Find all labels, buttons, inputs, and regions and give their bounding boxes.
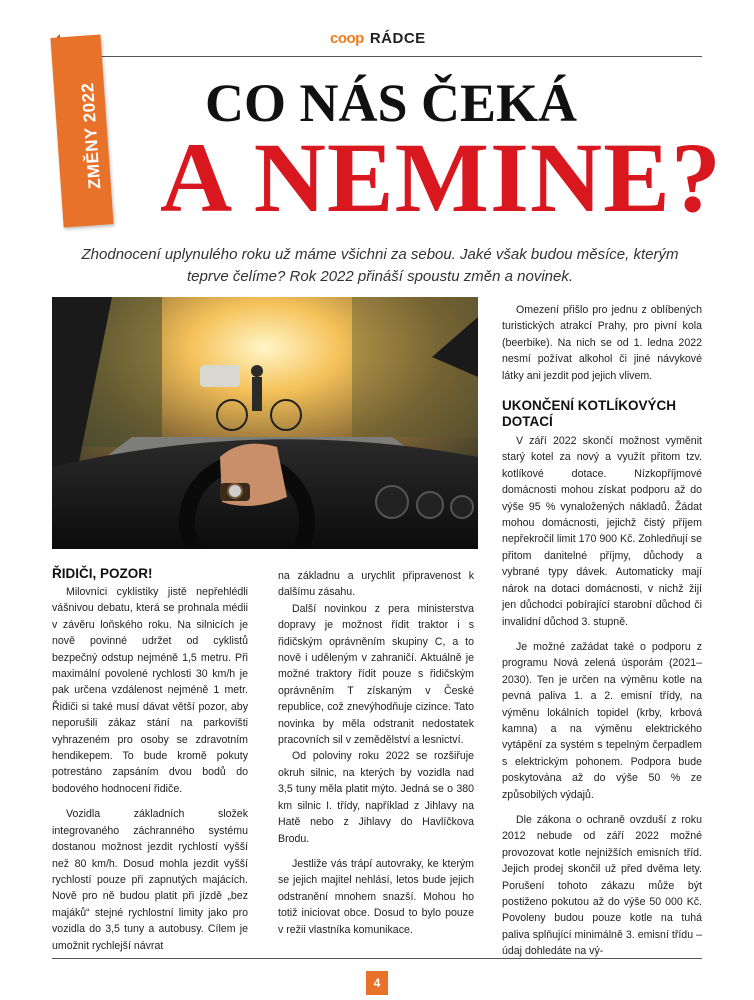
paragraph: Další novinkou z pera ministerstva dopravy je možnost řídit traktor i s řidičským oprávněním skupiny C, a to nově i uděleným v zahraničí. Aktuálně je možné traktory řídit pouze s řidičským oprávněním T získaným v České republice, což znevýhodňuje cizince. Tato novinka by měla odstranit nedostatek pracovních sil v zemědělství a lesnictví.	[278, 602, 474, 747]
section-heading-boilers: UKONČENÍ KOTLÍKOVÝCH DOTACÍ	[502, 398, 677, 430]
paragraph: V září 2022 skončí možnost vyměnit starý kotel za nový a využít přitom tzv. kotlíkové dotace. Nízkopříjmové domácnosti mohou získat podporu až do výše 95 % vynaložených nákladů. Žádat mohou domácnosti, jejichž čistý příjem nepřekročil limit 170 900 Kč. Zohledňují se přitom danitelné příjmy, důchody a vybrané typy dávek. Automaticky mají nárok na dotaci domácnosti, v nichž žijí jen důchodci pobírající starobní důchod či invalidní důchod 3. stupně.	[502, 435, 702, 628]
brand-name: RÁDCE	[369, 30, 426, 47]
ribbon-label: ZMĚNY 2022	[77, 81, 105, 190]
paragraph: Od poloviny roku 2022 se rozšiřuje okruh silnic, na kterých by vozidla nad 3,5 tuny měla platit mýto. Jedná se o 380 km silnic I. třídy, například z Jihlavy na Hatě nebo z Jihlavy do Havlíčkova Brodu.	[278, 750, 474, 845]
header-divider	[52, 56, 702, 57]
paragraph: Omezení přišlo pro jednu z oblíbených turistických atrakcí Prahy, pro pivní kola (beerbike). Na nich se od 1. ledna 2022 nesmí požívat alkohol či jiné návykové látky ani jezdit pod jejich vlivem.	[502, 304, 702, 382]
header-brand	[330, 30, 426, 47]
headline-line-2: A NEMINE?	[160, 122, 722, 233]
page-number: 4	[366, 971, 388, 995]
column-1	[52, 566, 248, 954]
column-3	[502, 302, 702, 960]
paragraph: Je možné zažádat také o podporu z programu Nová zelená úsporám (2021–2030). Ten je určen na výměnu kotle na pevná paliva 1. a 2. emisní třídy, na výměnu lokálních topidel (krby, krbová kamna) a na výměnu elektrického vytápění za systém s tepelným čerpadlem s elektrickým pohonem. Podpora bude poskytována až do výše 50 % ze způsobilých výdajů.	[502, 640, 702, 801]
paragraph: Vozidla základních složek integrovaného záchranného systému dostanou možnost jezdit rychlostí vyšší než 80 km/h. Dosud mohla jezdit vyšší rychlostí pouze při zapnutých majácích. Nově pro ně budou platit při jízdě „bez majáků“ stejné rychlostní limity jako pro vozidla do 3,5 tuny a autobusy. Cílem je umožnit rychlejší návrat	[52, 808, 248, 952]
paragraph: Milovníci cyklistiky jistě nepřehlédli vášnivou debatu, která se prohnala médii v závěru loňského roku. Na silnicích je nově povinné udržet od cyklistů bezpečný odstup nejméně 1,5 metru. Při maximální povolené rychlosti 30 km/h je pak určena vzdálenost nejméně 1 metr. Řidiči si také musí dávat větší pozor, aby neporušili zákaz stání na parkovišti vyhrazeném pro osoby se zdravotním hendikepem. To bude kromě pokuty potrestáno zapsáním dvou bodů do bodového hodnocení řidiče.	[52, 586, 248, 795]
column-2	[278, 568, 474, 938]
coop-logo: coop	[330, 30, 364, 47]
lead-paragraph: Zhodnocení uplynulého roku už máme všichni za sebou. Jaké však budou měsíce, kterým teprve čelíme? Rok 2022 přináší spoustu změn a novinek.	[81, 246, 679, 285]
section-heading-drivers: ŘIDIČI, POZOR!	[52, 566, 153, 581]
headline-line-1: CO NÁS ČEKÁ	[205, 73, 578, 133]
car-driving-photo	[52, 297, 478, 549]
footer-divider	[52, 958, 702, 959]
paragraph: na základnu a urychlit připravenost k dalšímu zásahu.	[278, 570, 474, 599]
paragraph: Jestliže vás trápí autovraky, ke kterým se jejich majitel nehlásí, letos bude jejich odstranění mnohem snazší. Mohou ho totiž iniciovat obce. Dosud to bylo pouze v režii vlastníka komunikace.	[278, 857, 474, 936]
paragraph: Dle zákona o ochraně ovzduší z roku 2012 nebude od září 2022 možné provozovat kotle nejnižších emisních tříd. Jejich prodej skončil už před dvěma lety. Porušení tohoto zákazu může být postiženo pokutou až do výše 50 000 Kč. Povoleny budou pouze kotle na tuhá paliva splňující minimálně 3. emisní třídu – údaj dohledáte na vý-	[502, 813, 702, 958]
